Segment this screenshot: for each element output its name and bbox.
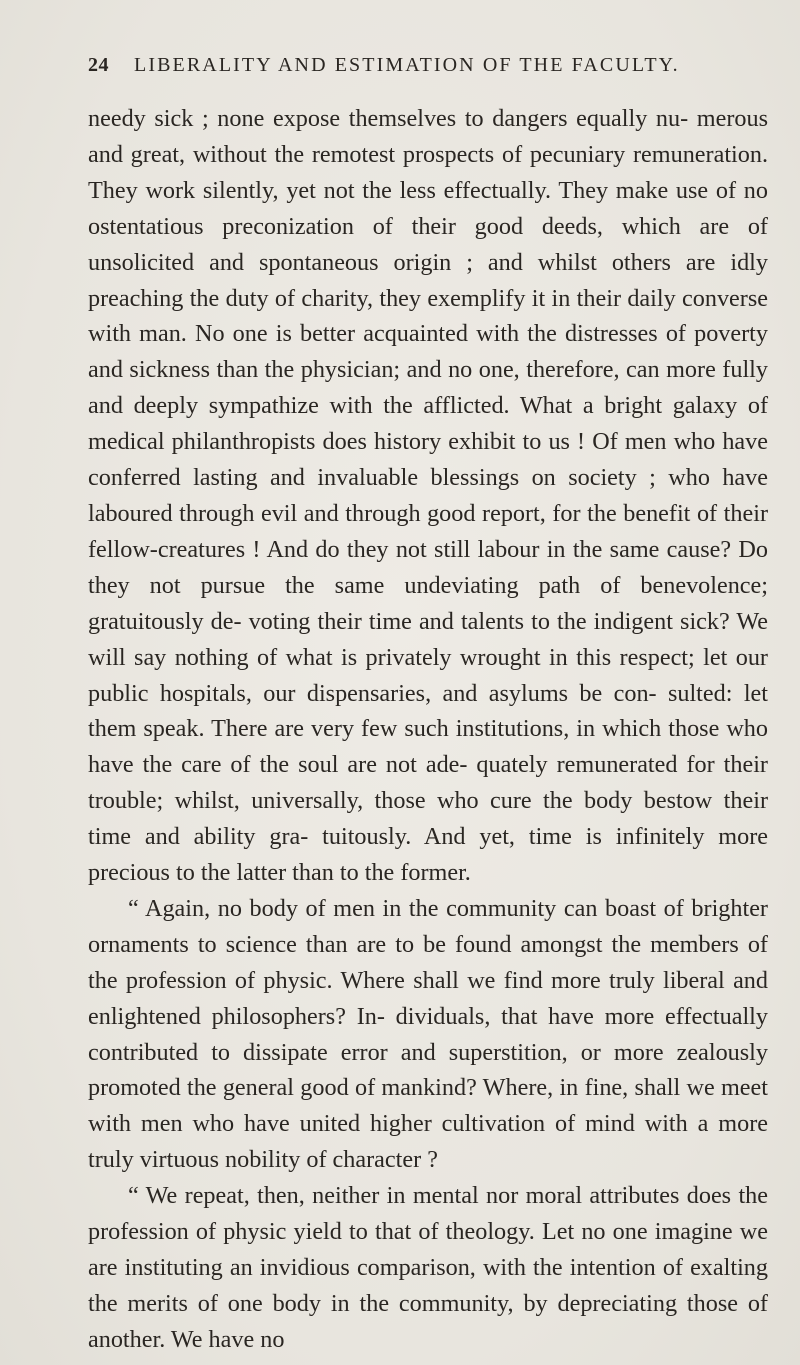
paragraph-1: needy sick ; none expose themselves to dangers equally nu- merous and great, without the remotest prospects of pecuniary remuneration. They work silently, yet not the less effectually. They make use of no ostentatious preconization of their good deeds, which are of unsolicited and spontaneous origin ; and whilst others are idly preaching the duty of charity, they exemplify it in their daily converse with man. No one is better acquainted with the distresses of poverty and sickness than the physician; and no one, therefore, can more fully and deeply sympathize with the afflicted. What a bright galaxy of medical philanthropists does history exhibit to us ! Of men who have conferred lasting and invaluable blessings on society ; who have laboured through evil and through good report, for the benefit of their fellow-creatures ! And do they not still labour in the same cause? Do they not pursue the same undeviating path of benevolence; gratuitously de- voting their time and talents to the indigent sick? We will say nothing of what is privately wrought in this respect; let our public hospitals, our dispensaries, and asylums be con- sulted: let them speak. There are very few such institutions, in which those who have the care of the soul are not ade- quately remunerated for their trouble; whilst, universally, those who cure the body bestow their time and ability gra- tuitously. And yet, time is infinitely more precious to the latter than to the former. [88,105,768,887]
page-header [88,54,768,84]
paragraph-2: “ Again, no body of men in the community can boast of brighter ornaments to science than are to be found amongst the members of the profession of physic. Where shall we find more truly liberal and enlightened philosophers? In- dividuals, that have more effectually contributed to dissipate error and superstition, or more zealously promoted the general good of mankind? Where, in fine, shall we meet with men who have united higher cultivation of mind with a more truly virtuous nobility of character ? [88,894,768,1174]
running-head: LIBERALITY AND ESTIMATION OF THE FACULTY. [134,54,680,76]
paragraph-3: “ We repeat, then, neither in mental nor moral attributes does the profession of physic yield to that of theology. Let no one imagine we are instituting an invidious comparison, with the intention of exalting the merits of one body in the community, by depreciating those of another. We have no [88,1182,768,1353]
page-number: 24 [88,54,109,76]
body-text [88,101,768,1358]
